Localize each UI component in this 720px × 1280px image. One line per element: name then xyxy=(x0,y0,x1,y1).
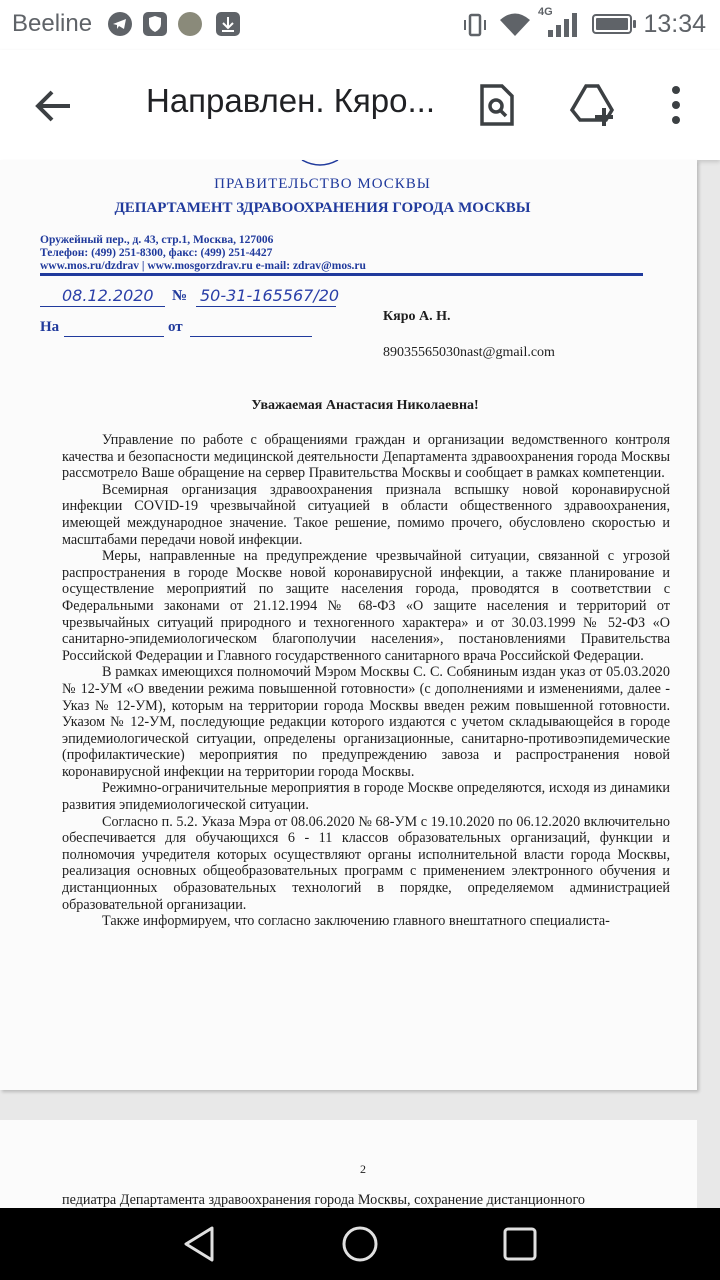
status-bar xyxy=(0,0,720,50)
document-title: Направлен. Кяро... xyxy=(146,82,436,119)
letterhead-divider xyxy=(40,273,643,276)
recipient-email: 89035565030nast@gmail.com xyxy=(383,345,555,360)
address-line: Оружейный пер., д. 43, стр.1, Москва, 127006 xyxy=(40,234,274,246)
number-label: № xyxy=(172,288,188,304)
document-page-1 xyxy=(0,160,697,1090)
paragraph: педиатра Департамента здравоохранения города Москвы, сохранение дистанционного xyxy=(62,1192,586,1208)
clock: 13:34 xyxy=(643,10,706,38)
org-name: ПРАВИТЕЛЬСТВО МОСКВЫ xyxy=(214,176,431,192)
phone-line: Телефон: (499) 251-8300, факс: (499) 251-4427 xyxy=(40,247,273,259)
paragraph: Режимно-ограничительные мероприятия в городе Москве определяются, исходя из динамики развития эпидемиологической ситуации. xyxy=(62,780,670,814)
signal-icon xyxy=(546,12,580,43)
paragraph: Меры, направленные на предупреждение чрезвычайной ситуации, связанной с угрозой распространения в городе Москве новой коронавирусной инфекции, а также планирование и осуществление мероприятий по защите населения города, проводятся в соответствии с Федеральными законами от 21.12.1994 № 68-ФЗ «О защите населения и территорий от чрезвычайных ситуаций природного и техногенного характера» и от 30.03.1999 № 52-ФЗ «О санитарно-эпидемиологическом благополучии населения», постановлениями Правительства Российской Федерации и Главного государственного санитарного врача Российской Федерации. xyxy=(62,548,670,664)
number-underline xyxy=(196,306,336,307)
add-to-drive-icon[interactable] xyxy=(566,78,620,132)
paragraph: Согласно п. 5.2. Указа Мэра от 08.06.2020 № 68-УМ с 19.10.2020 по 06.12.2020 включительно обеспечивается для обучающихся 6 - 11 классов образовательных организаций, функции и полномочия учредителя которых осуществляют органы исполнительной власти города Москвы, реализация основных общеобразовательных программ с применением электронного обучения и дистанционных образовательных технологий в порядке, определяемом администрацией образовательной организации. xyxy=(62,813,670,913)
handwritten-number: 50-31-165567/20 xyxy=(200,286,340,305)
recents-square-icon[interactable] xyxy=(500,1224,540,1264)
recipient-name: Кяро А. Н. xyxy=(383,309,451,324)
letter-body xyxy=(62,432,670,930)
telegram-icon xyxy=(108,12,132,36)
wifi-icon xyxy=(498,10,532,43)
back-triangle-icon[interactable] xyxy=(180,1224,220,1264)
paragraph: В рамках имеющихся полномочий Мэром Москвы С. С. Собяниным издан указ от 05.03.2020 № 12-УМ «О введении режима повышенной готовности» (с дополнениями и изменениями, далее - Указ № 12-УМ), которым на территории города Москвы введен режим повышенной готовности. Указом № 12-УМ, последующие редакции которого издаются с учетом складывающейся в городе эпидемиологической ситуации, определены организационные, санитарно-противоэпидемические (профилактические) мероприятия по предупреждению завоза и распространения новой коронавирусной инфекции на территории города Москвы. xyxy=(62,664,670,780)
department-name: ДЕПАРТАМЕНТ ЗДРАВООХРАНЕНИЯ ГОРОДА МОСКВЫ xyxy=(114,200,531,216)
web-line: www.mos.ru/dzdrav | www.mosgorzdrav.ru e-mail: zdrav@mos.ru xyxy=(40,260,366,272)
vibrate-icon xyxy=(462,12,488,43)
more-vert-icon[interactable] xyxy=(650,78,690,132)
avatar-app-icon xyxy=(178,12,202,36)
ot-underline xyxy=(190,336,312,337)
date-underline xyxy=(40,306,165,307)
na-underline xyxy=(64,336,164,337)
paragraph: Всемирная организация здравоохранения признала вспышку новой коронавирусной инфекции COVID-19 чрезвычайной ситуацией в области общественного здравоохранения, имеющей международное значение. Такое решение, помимо прочего, обусловлено скоростью и масштабами передачи новой инфекции. xyxy=(62,481,670,548)
page-number: 2 xyxy=(360,1162,366,1176)
paragraph: Управление по работе с обращениями граждан и организации ведомственного контроля качества и безопасности медицинской деятельности Департамента здравоохранения города Москвы рассмотрело Ваше обращение на сервер Правительства Москвы и сообщает в рамках компетенции. xyxy=(62,432,670,482)
greeting: Уважаемая Анастасия Николаевна! xyxy=(251,398,479,413)
na-label: На xyxy=(40,319,60,335)
handwritten-date: 08.12.2020 xyxy=(62,286,154,305)
home-circle-icon[interactable] xyxy=(340,1224,380,1264)
battery-icon xyxy=(592,14,632,34)
carrier-name: Beeline xyxy=(12,10,93,37)
app-toolbar xyxy=(0,50,720,160)
ot-label: от xyxy=(168,319,183,335)
arrow-left-icon[interactable] xyxy=(28,80,80,132)
shield-app-icon xyxy=(143,12,167,36)
emblem-icon xyxy=(300,160,340,168)
document-search-icon[interactable] xyxy=(470,78,524,132)
paragraph: Также информируем, что согласно заключению главного внештатного специалиста- xyxy=(102,913,610,930)
download-icon xyxy=(216,12,240,36)
network-type: 4G xyxy=(538,6,553,18)
navigation-bar xyxy=(0,1208,720,1280)
